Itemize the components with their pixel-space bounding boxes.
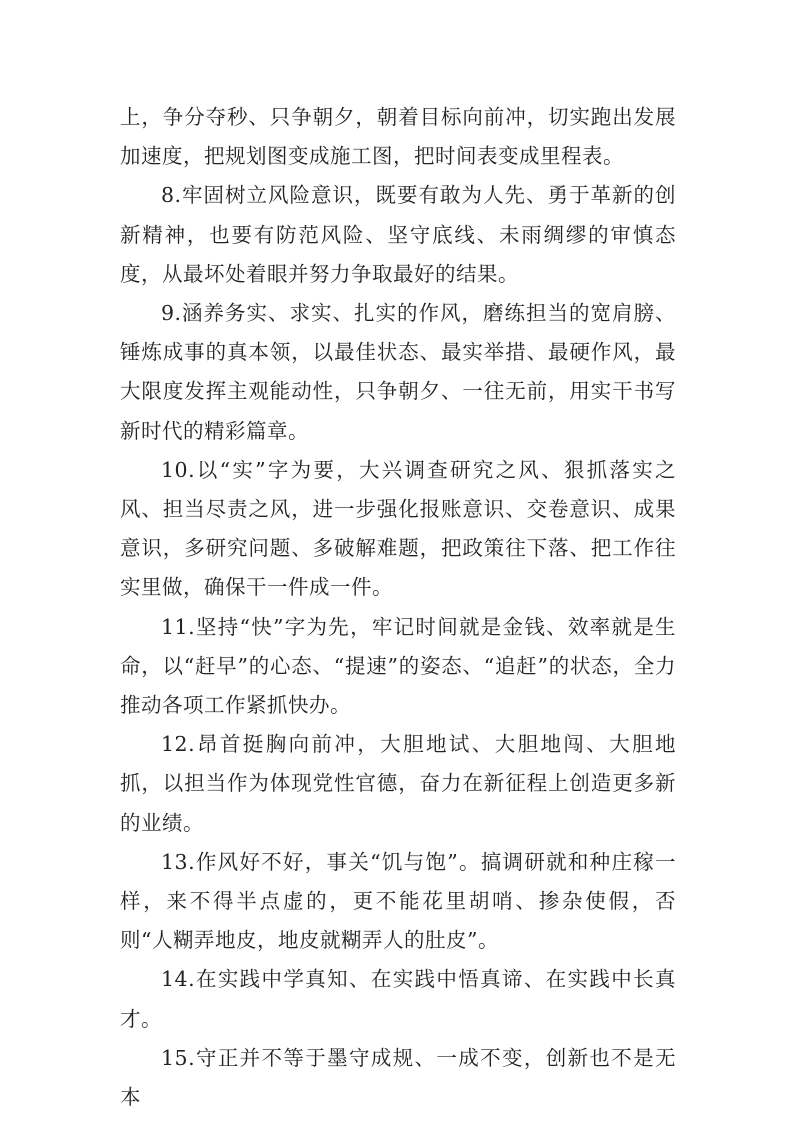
paragraph-item-14: 14.在实践中学真知、在实践中悟真谛、在实践中长真才。	[120, 967, 676, 1031]
paragraph-item-9: 9.涵养务实、求实、扎实的作风，磨练担当的宽肩膀、锤炼成事的真本领，以最佳状态、最实举措、最硬作风，最大限度发挥主观能动性，只争朝夕、一往无前，用实干书写新时代的精彩篇章。	[120, 301, 676, 443]
paragraph-continuation: 上，争分夺秒、只争朝夕，朝着目标向前冲，切实跑出发展加速度，把规划图变成施工图，把时间表变成里程表。	[120, 105, 676, 169]
paragraph-item-11: 11.坚持“快”字为先，牢记时间就是金钱、效率就是生命，以“赶早”的心态、“提速”的姿态、“追赶”的状态，全力推动各项工作紧抓快办。	[120, 614, 676, 718]
paragraph-item-12: 12.昂首挺胸向前冲，大胆地试、大胆地闯、大胆地抓，以担当作为体现党性官德，奋力在新征程上创造更多新的业绩。	[120, 732, 676, 835]
paragraph-item-13: 13.作风好不好，事关“饥与饱”。搞调研就和种庄稼一样，来不得半点虚的，更不能花里胡哨、掺杂使假，否则“人糊弄地皮，地皮就糊弄人的肚皮”。	[120, 849, 676, 953]
paragraph-item-8: 8.牢固树立风险意识，既要有敢为人先、勇于革新的创新精神，也要有防范风险、坚守底线、未雨绸缪的审慎态度，从最坏处着眼并努力争取最好的结果。	[120, 183, 676, 286]
paragraph-item-10: 10.以“实”字为要，大兴调查研究之风、狠抓落实之风、担当尽责之风，进一步强化报账意识、交卷意识、成果意识，多研究问题、多破解难题，把政策往下落、把工作往实里做，确保干一件成一件。	[120, 457, 676, 600]
paragraph-item-15: 15.守正并不等于墨守成规、一成不变，创新也不是无本	[120, 1045, 676, 1110]
document-body	[120, 98, 676, 1117]
